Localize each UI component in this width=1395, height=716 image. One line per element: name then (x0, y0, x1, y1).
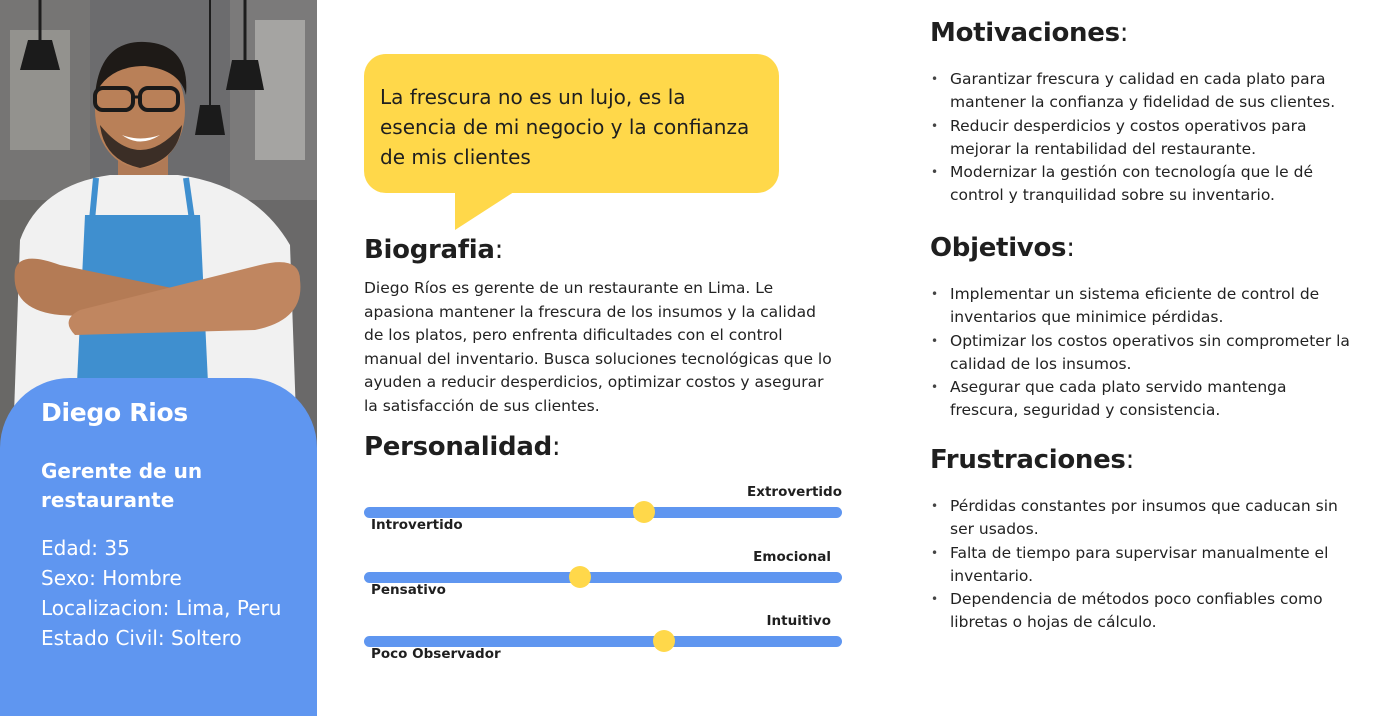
profile-role: Gerente de un restaurante (41, 459, 203, 512)
motivations-heading: Motivaciones: (930, 18, 1129, 48)
slider-left-label: Pensativo (371, 582, 446, 598)
list-item: • Dependencia de métodos poco confiables como libretas o hojas de cálculo. (930, 588, 1350, 635)
frustrations-heading: Frustraciones: (930, 445, 1135, 475)
profile-age: Edad: 35 (41, 536, 130, 560)
frustrations-section (930, 445, 1350, 635)
profile-facts (41, 533, 317, 653)
slider-knob (633, 501, 655, 523)
personality-title: Personalidad (364, 432, 552, 462)
slider-right-label: Emocional (753, 549, 831, 565)
profile-gender: Sexo: Hombre (41, 566, 182, 590)
list-item: • Implementar un sistema eficiente de control de inventarios que minimice pérdidas. (930, 283, 1350, 330)
goals-heading: Objetivos: (930, 233, 1075, 263)
profile-location: Localizacion: Lima, Peru (41, 596, 282, 620)
list-item: • Optimizar los costos operativos sin comprometer la calidad de los insumos. (930, 330, 1350, 377)
goals-section (930, 233, 1350, 423)
list-item: • Garantizar frescura y calidad en cada plato para mantener la confianza y fidelidad de sus clientes. (930, 68, 1350, 115)
biography-heading: Biografia: (364, 235, 504, 265)
slider-right-label: Extrovertido (747, 484, 842, 500)
list-item: • Pérdidas constantes por insumos que caducan sin ser usados. (930, 495, 1350, 542)
goals-title: Objetivos (930, 233, 1067, 263)
motivations-title: Motivaciones (930, 18, 1120, 48)
personality-slider-observer-intuitive (364, 613, 842, 675)
quote-bubble-tail (455, 190, 517, 230)
motivations-list (930, 68, 1350, 208)
motivations-section (930, 18, 1350, 208)
personality-slider-thinker-emotional (364, 549, 842, 611)
list-item: • Modernizar la gestión con tecnología que le dé control y tranquilidad sobre su inventario. (930, 161, 1350, 208)
profile-marital-status: Estado Civil: Soltero (41, 626, 242, 650)
profile-name: Diego Rios (41, 398, 188, 427)
personality-heading: Personalidad: (364, 432, 561, 462)
slider-knob (569, 566, 591, 588)
personality-slider-introvert-extrovert (364, 484, 842, 546)
list-item: • Reducir desperdicios y costos operativos para mejorar la rentabilidad del restaurante. (930, 115, 1350, 162)
list-item: • Asegurar que cada plato servido mantenga frescura, seguridad y consistencia. (930, 376, 1350, 423)
biography-title: Biografia (364, 235, 495, 265)
slider-knob (653, 630, 675, 652)
goals-list (930, 283, 1350, 423)
frustrations-title: Frustraciones (930, 445, 1126, 475)
list-item: • Falta de tiempo para supervisar manualmente el inventario. (930, 542, 1350, 589)
biography-text: Diego Ríos es gerente de un restaurante en Lima. Le apasiona mantener la frescura de los insumos y la calidad de los platos, pero enfrenta dificultades con el control manual del inventario. Busca soluciones tecnológicas que lo ayuden a reducir desperdicios, optimizar costos y asegurar la satisfacción de sus clientes. (364, 279, 832, 415)
slider-left-label: Poco Observador (371, 646, 501, 662)
profile-card (0, 378, 317, 716)
slider-right-label: Intuitivo (766, 613, 831, 629)
quote-text: La frescura no es un lujo, es la esencia de mi negocio y la confianza de mis clientes (380, 85, 750, 169)
frustrations-list (930, 495, 1350, 635)
slider-left-label: Introvertido (371, 517, 463, 533)
quote-bubble (364, 54, 779, 193)
